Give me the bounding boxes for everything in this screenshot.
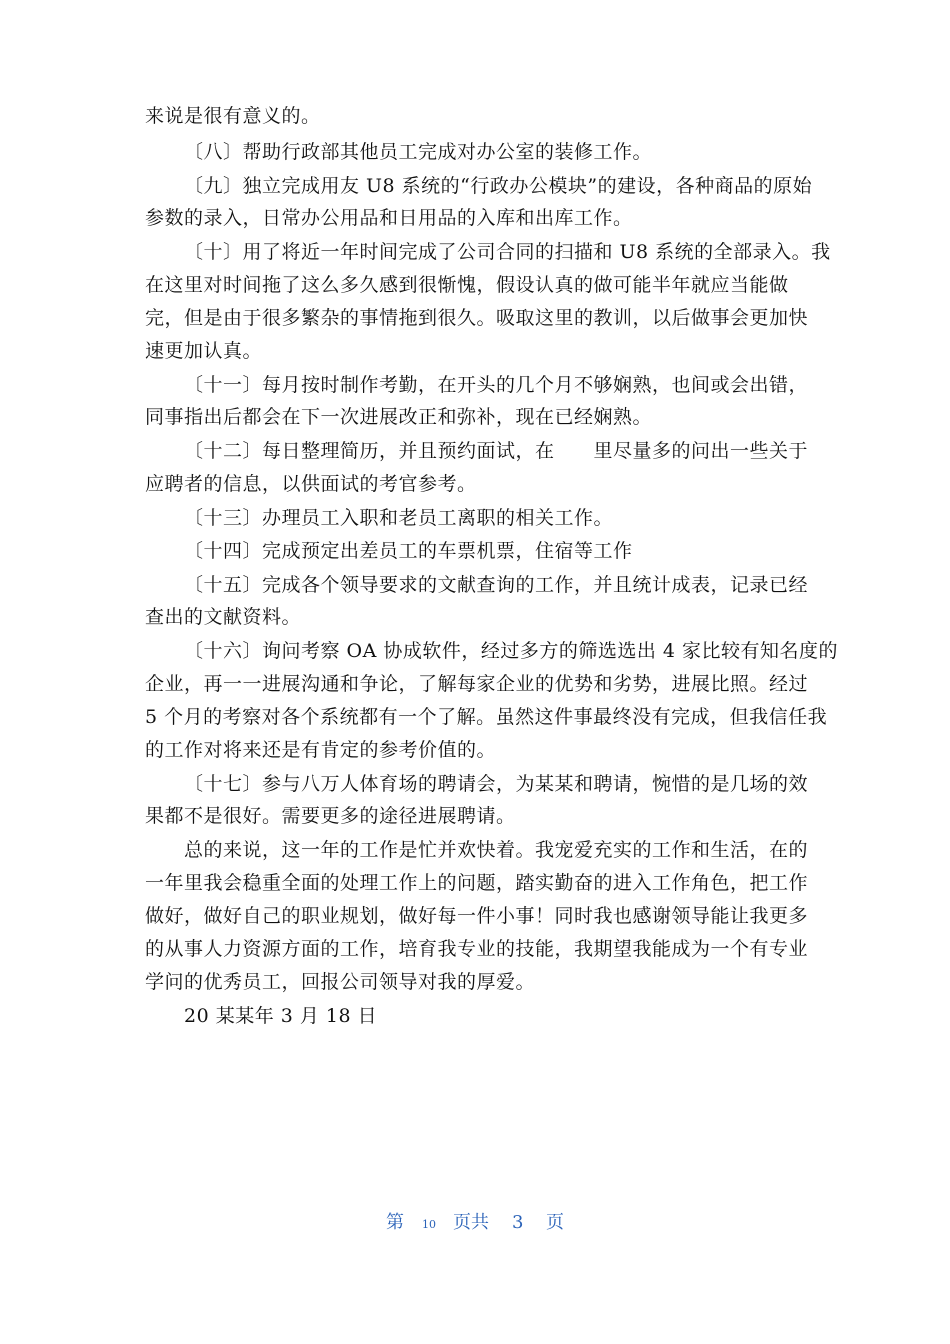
footer-total-pages: 3 [512, 1212, 524, 1233]
text-line: 一年里我会稳重全面的处理工作上的问题，踏实勤奋的进入工作角色，把工作 [145, 872, 809, 894]
text-line: 学问的优秀员工，回报公司领导对我的厚爱。 [145, 971, 536, 993]
text-line: 做好，做好自己的职业规划，做好每一件小事！同时我也感谢领导能让我更多 [145, 905, 809, 927]
text-line: 的从事人力资源方面的工作，培育我专业的技能，我期望我能成为一个有专业 [145, 938, 809, 960]
text-line: 〔八〕帮助行政部其他员工完成对办公室的装修工作。 [184, 141, 653, 163]
text-line: 〔十七〕参与八万人体育场的聘请会，为某某和聘请，惋惜的是几场的效 [184, 773, 809, 795]
text-line: 〔十四〕完成预定出差员工的车票机票，住宿等工作 [184, 540, 633, 562]
text-line: 〔十五〕完成各个领导要求的文献查询的工作，并且统计成表，记录已经 [184, 574, 809, 596]
text-line: 〔九〕独立完成用友 U8 系统的“行政办公模块”的建设，各种商品的原始 [184, 175, 813, 197]
text-line: 的工作对将来还是有肯定的参考价值的。 [145, 739, 497, 761]
text-line: 同事指出后都会在下一次进展改正和弥补，现在已经娴熟。 [145, 406, 653, 428]
text-line: 〔十二〕每日整理简历，并且预约面试，在 里尽量多的问出一些关于 [184, 440, 809, 462]
text-line: 〔十〕用了将近一年时间完成了公司合同的扫描和 U8 系统的全部录入。我 [184, 241, 831, 263]
page-footer [0, 1210, 950, 1236]
text-line: 来说是很有意义的。 [145, 105, 321, 127]
text-line: 速更加认真。 [145, 340, 263, 362]
text-line: 〔十一〕每月按时制作考勤，在开头的几个月不够娴熟，也间或会出错， [184, 374, 809, 396]
footer-middle: 页共 [453, 1212, 489, 1233]
text-line: 参数的录入，日常办公用品和日用品的入库和出库工作。 [145, 207, 633, 229]
text-line: 完，但是由于很多繁杂的事情拖到很久。吸取这里的教训，以后做事会更加快 [145, 307, 809, 329]
text-line: 企业，再一一进展沟通和争论，了解每家企业的优势和劣势，进展比照。经过 [145, 673, 809, 695]
text-line: 5 个月的考察对各个系统都有一个了解。虽然这件事最终没有完成，但我信任我 [145, 706, 828, 728]
footer-current-page: 10 [422, 1218, 436, 1231]
date-line: 20 某某年 3 月 18 日 [184, 1005, 378, 1027]
text-line: 果都不是很好。需要更多的途径进展聘请。 [145, 805, 516, 827]
footer-prefix: 第 [386, 1212, 404, 1233]
footer-suffix: 页 [546, 1212, 564, 1233]
text-line: 〔十三〕办理员工入职和老员工离职的相关工作。 [184, 507, 614, 529]
text-line: 总的来说，这一年的工作是忙并欢快着。我宠爱充实的工作和生活，在的 [184, 839, 809, 861]
text-line: 查出的文献资料。 [145, 606, 302, 628]
text-line: 〔十六〕询问考察 OA 协成软件，经过多方的筛选选出 4 家比较有知名度的 [184, 640, 839, 662]
text-line: 在这里对时间拖了这么多久感到很惭愧，假设认真的做可能半年就应当能做 [145, 274, 789, 296]
text-line: 应聘者的信息，以供面试的考官参考。 [145, 473, 477, 495]
